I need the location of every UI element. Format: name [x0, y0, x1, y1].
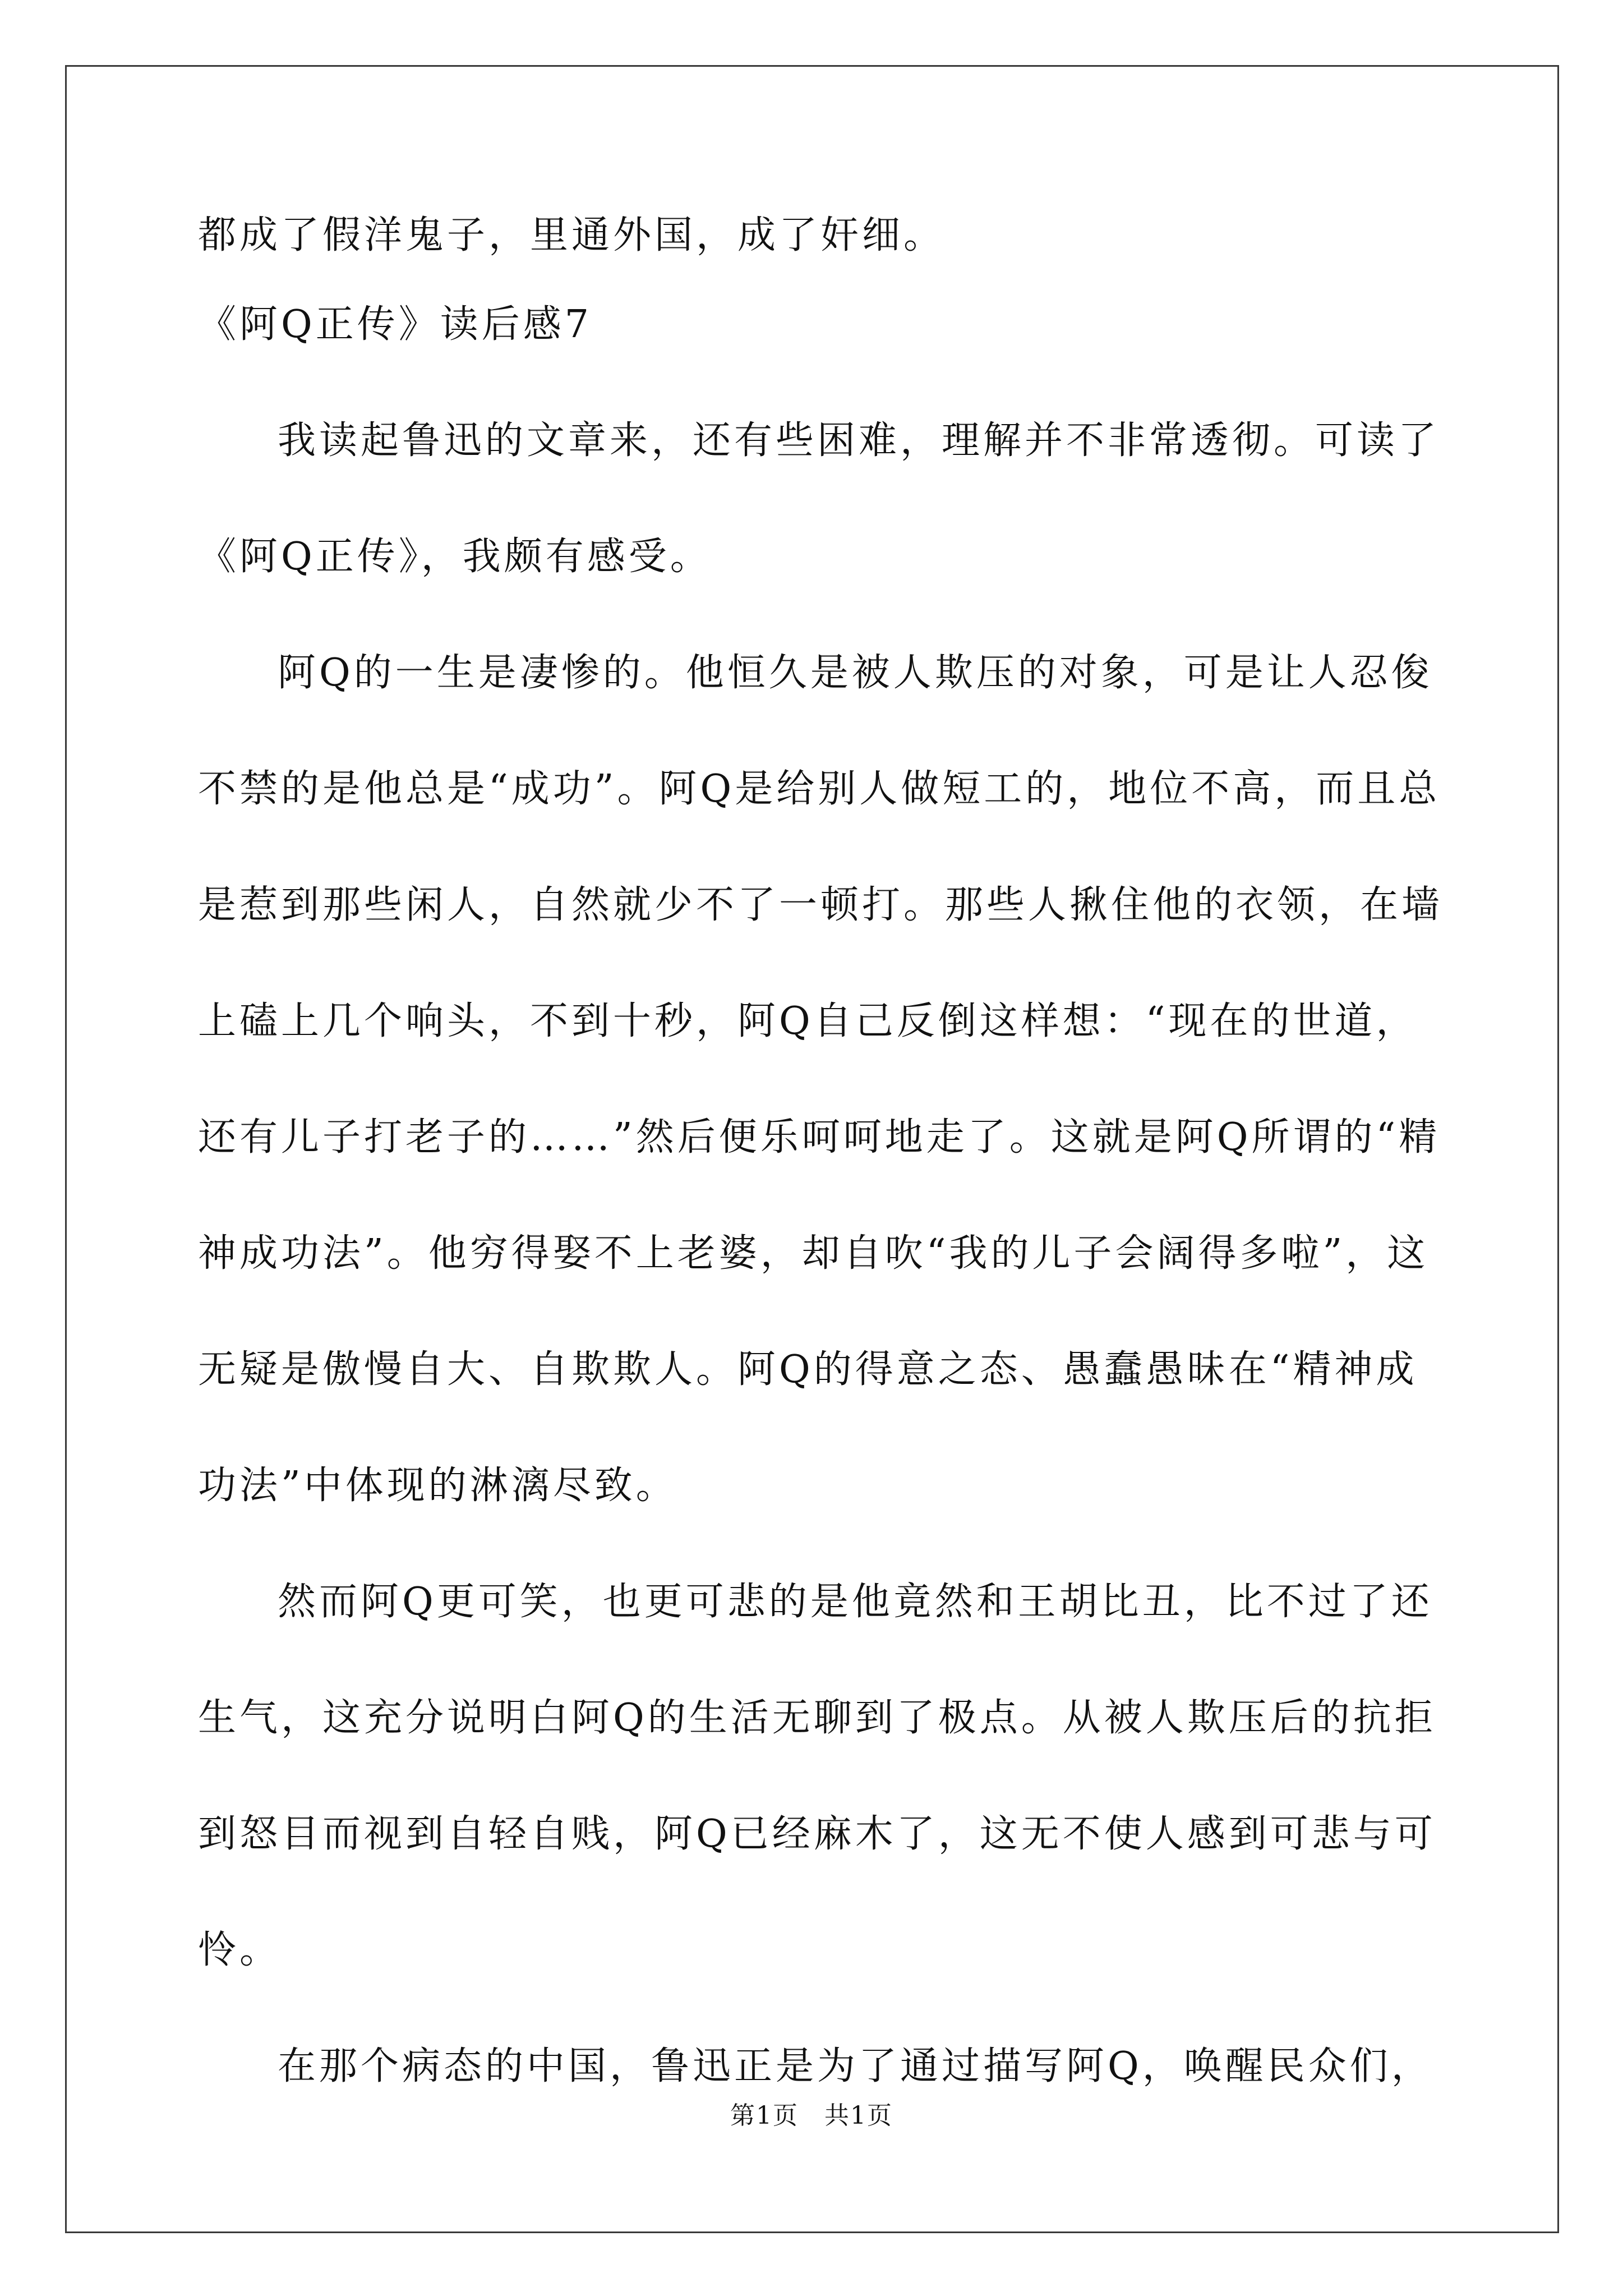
text-line: 然而阿Q更可笑，也更可悲的是他竟然和王胡比丑，比不过了还	[278, 1580, 1433, 1624]
text-line: 还有儿子打老子的……”然后便乐呵呵地走了。这就是阿Q所谓的“精	[198, 1115, 1441, 1159]
text-line: 阿Q的一生是凄惨的。他恒久是被人欺压的对象，可是让人忍俊	[278, 651, 1433, 695]
text-line: 《阿Q正传》，我颇有感受。	[198, 535, 712, 579]
text-line: 无疑是傲慢自大、自欺欺人。阿Q的得意之态、愚蠢愚昧在“精神成	[198, 1347, 1418, 1392]
page-footer: 第1页 共1页	[730, 2101, 893, 2130]
text-line: 功法”中体现的淋漓尽致。	[198, 1464, 677, 1508]
text-line: 都成了假洋鬼子，里通外国，成了奸细。	[198, 213, 946, 257]
text-line: 生气，这充分说明白阿Q的生活无聊到了极点。从被人欺压后的抗拒	[198, 1696, 1436, 1740]
text-line: 到怒目而视到自轻自贱，阿Q已经麻木了，这无不使人感到可悲与可	[198, 1812, 1436, 1856]
text-line: 我读起鲁迅的文章来，还有些困难，理解并不非常透彻。可读了	[278, 418, 1440, 463]
document-body	[198, 205, 1444, 2124]
text-line: 神成功法”。他穷得娶不上老婆，却自吹“我的儿子会阔得多啦”，这	[198, 1231, 1429, 1276]
text-line: 怜。	[198, 1928, 282, 1972]
text-line: 不禁的是他总是“成功”。阿Q是给别人做短工的，地位不高，而且总	[198, 767, 1441, 811]
section-title: 《阿Q正传》读后感7	[198, 302, 593, 347]
text-line: 是惹到那些闲人，自然就少不了一顿打。那些人揪住他的衣领，在墙	[198, 883, 1444, 927]
text-line: 在那个病态的中国，鲁迅正是为了通过描写阿Q，唤醒民众们，	[278, 2044, 1433, 2088]
text-line: 上磕上几个响头，不到十秒，阿Q自己反倒这样想：“现在的世道，	[198, 999, 1418, 1043]
